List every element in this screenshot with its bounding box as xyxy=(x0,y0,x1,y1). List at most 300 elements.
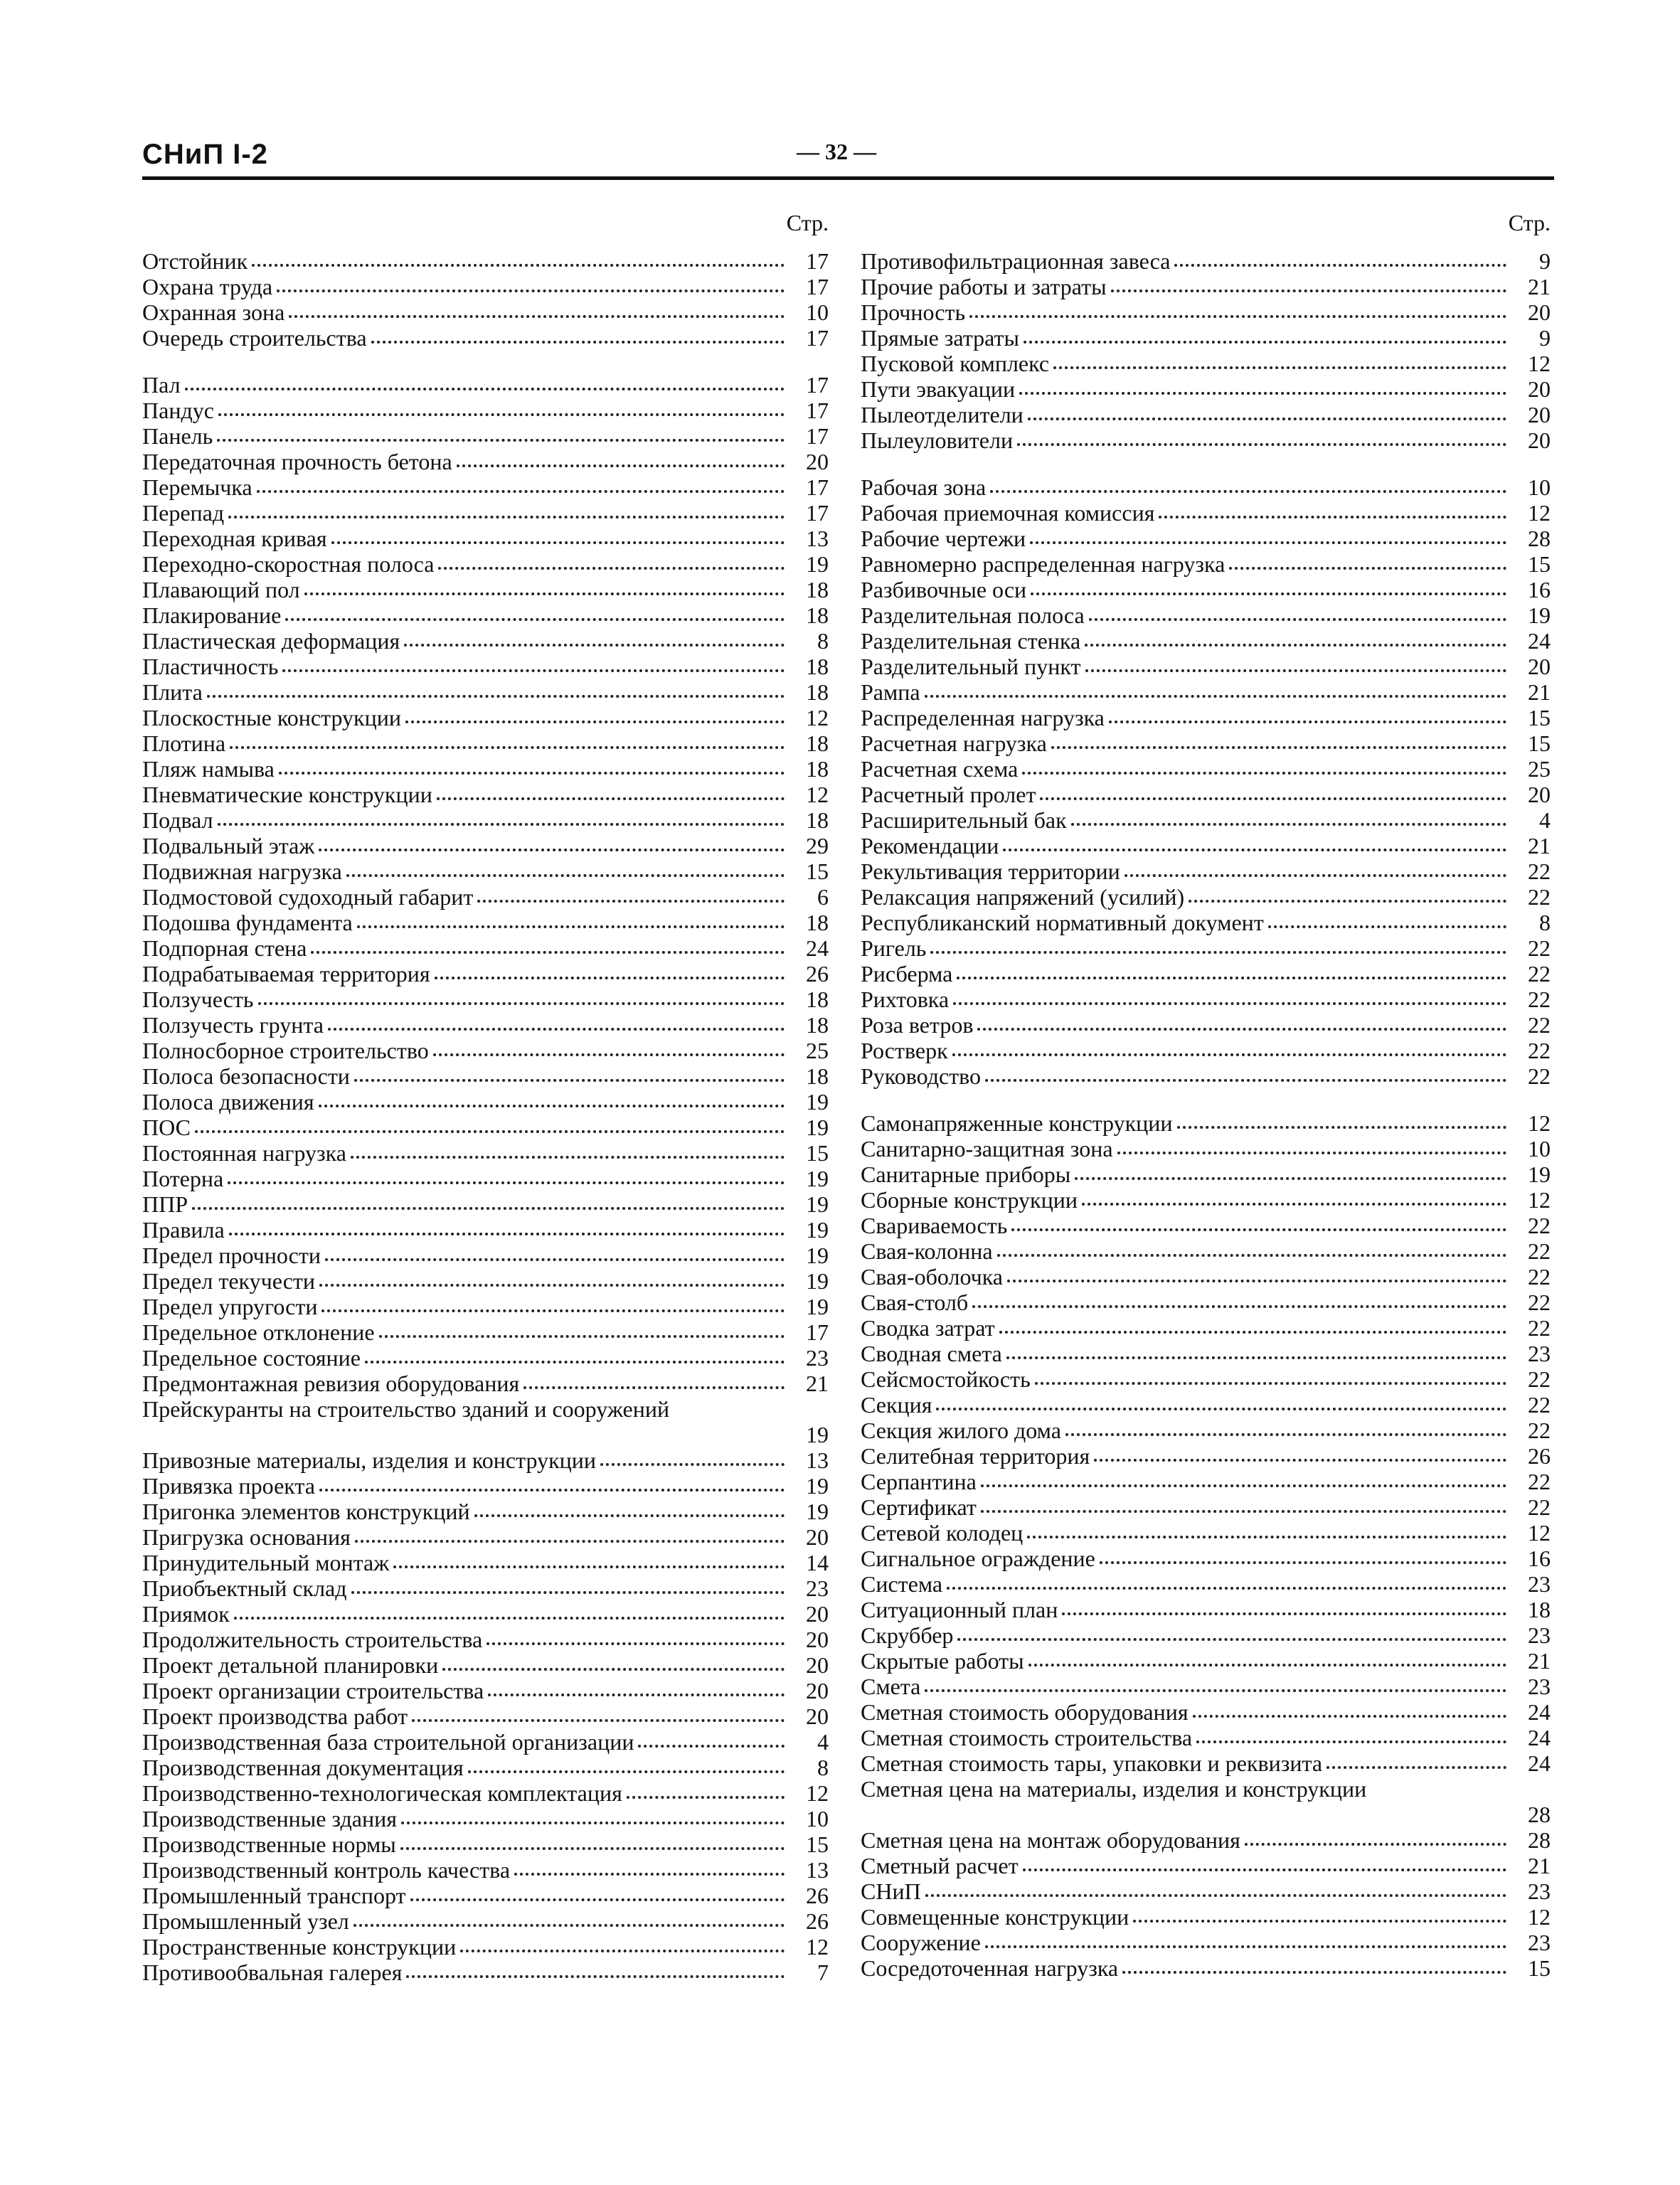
index-term: Сметная стоимость оборудования xyxy=(861,1699,1189,1725)
dot-leader xyxy=(985,1945,1506,1948)
index-page-number: 23 xyxy=(1528,1930,1551,1955)
index-term: Промышленный узел xyxy=(142,1908,349,1934)
index-term: Подмостовой судоходный габарит xyxy=(142,884,474,910)
index-page-number: 21 xyxy=(1528,833,1551,858)
dot-leader xyxy=(627,1796,785,1799)
dot-leader xyxy=(289,315,785,318)
index-term: Пусковой комплекс xyxy=(861,351,1050,376)
index-term: Секция жилого дома xyxy=(861,1418,1061,1443)
index-term: Сооружение xyxy=(861,1930,981,1955)
index-term: ПОС xyxy=(142,1115,191,1140)
index-term: Свариваемость xyxy=(861,1213,1008,1238)
dot-leader xyxy=(523,1386,785,1389)
index-term: Пригонка элементов конструкций xyxy=(142,1499,470,1524)
index-entry xyxy=(142,1268,829,1294)
dot-leader xyxy=(400,1847,785,1850)
index-term: Рихтовка xyxy=(861,987,950,1012)
index-term: Плоскостные конструкции xyxy=(142,705,401,730)
index-page-number: 24 xyxy=(1528,628,1551,654)
dot-leader xyxy=(1053,366,1506,369)
index-term: Система xyxy=(861,1571,943,1597)
index-page-number: 19 xyxy=(806,1268,829,1294)
index-entry xyxy=(142,1140,829,1166)
index-page-number: 23 xyxy=(1528,1878,1551,1904)
page-number: — 32 — xyxy=(797,139,876,164)
index-term: Селитебная территория xyxy=(861,1443,1090,1469)
index-page-number: 12 xyxy=(806,1934,829,1960)
index-page-number: 12 xyxy=(1528,351,1551,376)
dot-leader xyxy=(1007,1280,1506,1282)
dot-leader xyxy=(638,1745,785,1748)
dot-leader xyxy=(328,1028,785,1031)
index-term: Сетевой колодец xyxy=(861,1520,1024,1546)
dot-leader xyxy=(1019,392,1506,395)
index-term: Пандус xyxy=(142,398,214,423)
dot-leader xyxy=(355,1540,785,1543)
dot-leader xyxy=(600,1463,785,1466)
index-entry xyxy=(142,1115,829,1140)
dot-leader xyxy=(412,1719,785,1722)
index-entry xyxy=(142,910,829,935)
index-page-number: 24 xyxy=(1528,1699,1551,1725)
index-entries-left xyxy=(142,248,829,1985)
index-entry xyxy=(861,730,1551,756)
dot-leader xyxy=(1030,541,1506,544)
index-term: Рабочая приемочная комиссия xyxy=(861,500,1155,526)
index-entry xyxy=(142,1319,829,1345)
dot-leader xyxy=(947,1587,1506,1590)
index-term: Подвижная нагрузка xyxy=(142,858,342,884)
dot-leader xyxy=(353,1924,785,1927)
index-page-number: 17 xyxy=(806,325,829,351)
page-column-label: Стр. xyxy=(1508,210,1551,235)
index-term: Рампа xyxy=(861,679,920,705)
index-entry xyxy=(142,935,829,961)
index-page-number: 14 xyxy=(806,1550,829,1575)
index-page-number: 12 xyxy=(806,705,829,730)
index-term: Производственно-технологическая комплектация xyxy=(142,1780,622,1806)
dot-leader xyxy=(1024,341,1506,344)
index-page-number: 15 xyxy=(1528,705,1551,730)
dot-leader xyxy=(1085,669,1507,672)
index-entry xyxy=(142,325,829,351)
index-page-number: 18 xyxy=(806,602,829,628)
index-page-number: 18 xyxy=(806,730,829,756)
index-term: Подошва фундамента xyxy=(142,910,353,935)
index-page-number: 7 xyxy=(817,1960,829,1985)
index-entry xyxy=(861,1418,1551,1443)
index-page-number: 18 xyxy=(806,654,829,679)
index-entry xyxy=(142,1166,829,1191)
index-page-number: 19 xyxy=(806,1089,829,1115)
index-term: Отстойник xyxy=(142,248,248,274)
index-entry xyxy=(142,1908,829,1934)
dot-leader xyxy=(953,1002,1506,1005)
index-term: Подвал xyxy=(142,807,213,833)
index-page-number: 23 xyxy=(1528,1571,1551,1597)
index-term: Предмонтажная ревизия оборудования xyxy=(142,1371,520,1396)
dot-leader xyxy=(957,1638,1506,1641)
index-entry xyxy=(142,782,829,807)
index-page-number: 15 xyxy=(806,1832,829,1857)
dot-leader xyxy=(393,1565,785,1568)
index-term: Предел текучести xyxy=(142,1268,316,1294)
index-page-number: 21 xyxy=(1528,1648,1551,1674)
index-term: Продолжительность строительства xyxy=(142,1627,483,1652)
index-page-number: 15 xyxy=(1528,551,1551,577)
index-page-number: 22 xyxy=(1528,1366,1551,1392)
index-entry xyxy=(861,1930,1551,1955)
index-entry xyxy=(861,1494,1551,1520)
index-term: Правила xyxy=(142,1217,225,1243)
index-entry xyxy=(861,376,1551,402)
index-page-number: 20 xyxy=(1528,427,1551,453)
dot-leader xyxy=(218,823,785,826)
index-page-number: 15 xyxy=(806,1140,829,1166)
index-page-number: 13 xyxy=(806,1857,829,1883)
dot-leader xyxy=(972,1305,1506,1308)
index-entry xyxy=(861,1366,1551,1392)
index-entry xyxy=(142,730,829,756)
index-entry xyxy=(861,1853,1551,1878)
index-term: Предельное состояние xyxy=(142,1345,361,1371)
index-entry xyxy=(142,398,829,423)
index-term: Производственный контроль качества xyxy=(142,1857,511,1883)
index-term: Скрытые работы xyxy=(861,1648,1024,1674)
dot-leader xyxy=(952,1053,1506,1056)
index-entry xyxy=(861,1264,1551,1290)
index-page-number: 18 xyxy=(1528,1597,1551,1622)
index-page-number: 21 xyxy=(1528,274,1551,299)
index-page-number: 10 xyxy=(1528,1136,1551,1161)
dot-leader xyxy=(1133,1920,1506,1923)
dot-leader xyxy=(1085,644,1506,647)
index-page-number: 16 xyxy=(1528,577,1551,602)
dot-leader xyxy=(1174,264,1506,267)
index-page-number: 23 xyxy=(1528,1622,1551,1648)
index-entry xyxy=(142,1883,829,1908)
index-entry xyxy=(861,274,1551,299)
dot-leader xyxy=(1193,1715,1506,1718)
index-entry xyxy=(861,1290,1551,1315)
index-term: Приобъектный склад xyxy=(142,1575,347,1601)
index-entry xyxy=(861,884,1551,910)
index-entry xyxy=(142,1371,829,1396)
dot-leader xyxy=(321,1309,785,1312)
index-term: Сметный расчет xyxy=(861,1853,1019,1878)
index-page-number: 20 xyxy=(1528,654,1551,679)
dot-leader xyxy=(1327,1766,1506,1769)
index-page-number: 10 xyxy=(806,1806,829,1832)
index-term: Противофильтрационная завеса xyxy=(861,248,1171,274)
index-term: Охрана труда xyxy=(142,274,273,299)
index-page-number: 23 xyxy=(806,1345,829,1371)
index-entry xyxy=(861,1546,1551,1571)
index-term: Расширительный бак xyxy=(861,807,1067,833)
index-entry xyxy=(861,1725,1551,1750)
index-term: Сертификат xyxy=(861,1494,977,1520)
index-entry xyxy=(142,807,829,833)
index-page-number: 19 xyxy=(1528,602,1551,628)
dot-leader xyxy=(401,1822,785,1824)
dot-leader xyxy=(925,695,1506,698)
index-page-number: 17 xyxy=(806,500,829,526)
dot-leader xyxy=(1065,1433,1506,1436)
dot-leader xyxy=(325,1258,785,1261)
dot-leader xyxy=(1040,797,1506,800)
index-term: Прочие работы и затраты xyxy=(861,274,1107,299)
index-term: Очередь строительства xyxy=(142,325,367,351)
index-page-number: 16 xyxy=(1528,1546,1551,1571)
index-page-number: 12 xyxy=(806,782,829,807)
index-term: Совмещенные конструкции xyxy=(861,1904,1129,1930)
index-entry xyxy=(142,299,829,325)
index-term: Передаточная прочность бетона xyxy=(142,449,452,474)
index-entry xyxy=(142,1447,829,1473)
index-page-number: 20 xyxy=(806,1627,829,1652)
index-page-number: 18 xyxy=(806,910,829,935)
index-term: Расчетная схема xyxy=(861,756,1019,782)
index-entry xyxy=(861,807,1551,833)
index-entry xyxy=(142,1294,829,1319)
index-term: Ситуационный план xyxy=(861,1597,1058,1622)
dot-leader xyxy=(1109,721,1506,723)
index-entry xyxy=(142,1063,829,1089)
index-entry xyxy=(861,248,1551,274)
dot-leader xyxy=(351,1591,785,1594)
index-term: Переходная кривая xyxy=(142,526,327,551)
index-term: Привозные материалы, изделия и конструкции xyxy=(142,1447,596,1473)
dot-leader xyxy=(229,1233,785,1235)
index-entry xyxy=(861,1622,1551,1648)
index-entry xyxy=(142,602,829,628)
index-page-number: 15 xyxy=(1528,1955,1551,1981)
index-entry xyxy=(861,987,1551,1012)
index-term: Серпантина xyxy=(861,1469,977,1494)
index-column-left xyxy=(142,210,829,1985)
dot-leader xyxy=(331,541,785,544)
index-entry xyxy=(142,1627,829,1652)
index-entry xyxy=(142,1729,829,1755)
index-entry xyxy=(861,654,1551,679)
index-term: Постоянная нагрузка xyxy=(142,1140,346,1166)
dot-leader xyxy=(257,490,785,493)
dot-leader xyxy=(435,977,785,979)
index-term: Пространственные конструкции xyxy=(142,1934,457,1960)
index-term: Ростверк xyxy=(861,1038,948,1063)
dot-leader xyxy=(1229,567,1506,570)
index-entry xyxy=(861,1038,1551,1063)
index-term: Пластическая деформация xyxy=(142,628,400,654)
dot-leader xyxy=(1031,592,1506,595)
index-page-number: 12 xyxy=(1528,1904,1551,1930)
dot-leader xyxy=(346,874,785,877)
dot-leader xyxy=(185,388,785,390)
index-term: Прейскуранты на строительство зданий и сооружений xyxy=(142,1396,670,1422)
index-term: Разделительный пункт xyxy=(861,654,1081,679)
dot-leader xyxy=(477,900,785,903)
index-page-number: 12 xyxy=(1528,500,1551,526)
index-page-number: 24 xyxy=(1528,1725,1551,1750)
index-entries-right xyxy=(861,248,1551,1981)
index-page-number: 4 xyxy=(817,1729,829,1755)
dot-leader xyxy=(1100,1561,1506,1564)
index-page-number: 22 xyxy=(1528,1469,1551,1494)
dot-leader xyxy=(460,1950,785,1952)
index-term: Потерна xyxy=(142,1166,224,1191)
index-page-number: 22 xyxy=(1528,1392,1551,1418)
index-entry xyxy=(142,474,829,500)
index-term: Перемычка xyxy=(142,474,252,500)
index-entry xyxy=(861,833,1551,858)
index-page-number: 28 xyxy=(1528,1827,1551,1853)
index-term: Рисберма xyxy=(861,961,953,987)
index-entry xyxy=(861,1827,1551,1853)
dot-leader xyxy=(319,1105,785,1107)
index-term: Плита xyxy=(142,679,203,705)
index-term: Ригель xyxy=(861,935,927,961)
index-term: Предел упругости xyxy=(142,1294,318,1319)
index-term: Панель xyxy=(142,423,213,449)
index-entry xyxy=(861,1161,1551,1187)
index-page-number: 17 xyxy=(806,248,829,274)
index-entry xyxy=(142,1396,829,1447)
index-page-number: 19 xyxy=(806,1166,829,1191)
index-term: ППР xyxy=(142,1191,188,1217)
index-term: Полоса безопасности xyxy=(142,1063,350,1089)
index-entry xyxy=(861,402,1551,427)
dot-leader xyxy=(438,567,785,570)
index-entry xyxy=(861,679,1551,705)
index-term: Рекомендации xyxy=(861,833,999,858)
index-page-number: 22 xyxy=(1528,858,1551,884)
index-page-number: 9 xyxy=(1539,248,1551,274)
dot-leader xyxy=(1003,849,1506,851)
index-page-number: 12 xyxy=(806,1780,829,1806)
index-term: Охранная зона xyxy=(142,299,285,325)
index-term: Полносборное строительство xyxy=(142,1038,429,1063)
index-term: Релаксация напряжений (усилий) xyxy=(861,884,1185,910)
index-page-number: 12 xyxy=(1528,1520,1551,1546)
index-entry xyxy=(142,1550,829,1575)
index-entry xyxy=(142,705,829,730)
index-term: Производственные здания xyxy=(142,1806,397,1832)
index-entry xyxy=(142,577,829,602)
index-entry xyxy=(142,1755,829,1780)
dot-leader xyxy=(228,516,785,519)
index-entry xyxy=(861,1878,1551,1904)
index-page-number: 17 xyxy=(806,372,829,398)
index-entry xyxy=(861,1597,1551,1622)
dot-leader xyxy=(351,1156,785,1159)
dot-leader xyxy=(228,1181,785,1184)
dot-leader xyxy=(365,1361,785,1363)
index-term: Сметная стоимость тары, упаковки и реквизита xyxy=(861,1750,1323,1776)
index-page-number: 22 xyxy=(1528,1290,1551,1315)
dot-leader xyxy=(354,1079,785,1082)
index-entry xyxy=(142,1217,829,1243)
index-term: Рабочие чертежи xyxy=(861,526,1026,551)
index-term: Рекультивация территории xyxy=(861,858,1120,884)
index-page-number: 22 xyxy=(1528,884,1551,910)
dot-leader xyxy=(1071,823,1506,826)
index-term: Перепад xyxy=(142,500,225,526)
index-page-number: 20 xyxy=(806,1703,829,1729)
dot-leader xyxy=(1189,900,1506,903)
index-page-number: 22 xyxy=(1528,1418,1551,1443)
index-entry xyxy=(142,679,829,705)
index-term: Самонапряженные конструкции xyxy=(861,1110,1173,1136)
dot-leader xyxy=(1122,1971,1506,1974)
index-term: Производственная документация xyxy=(142,1755,464,1780)
index-term: Смета xyxy=(861,1674,921,1699)
index-page-number: 19 xyxy=(806,1294,829,1319)
index-page-number: 8 xyxy=(817,1755,829,1780)
index-entry xyxy=(861,551,1551,577)
dot-leader xyxy=(1027,1536,1506,1538)
index-entry xyxy=(142,449,829,474)
index-page-number: 13 xyxy=(806,1447,829,1473)
index-entry xyxy=(142,526,829,551)
index-page-number: 20 xyxy=(1528,299,1551,325)
index-page-number: 12 xyxy=(1528,1187,1551,1213)
dot-leader xyxy=(1062,1612,1506,1615)
index-page-number: 20 xyxy=(806,1678,829,1703)
index-term: Проект производства работ xyxy=(142,1703,408,1729)
index-entry xyxy=(142,756,829,782)
index-term: Республиканский нормативный документ xyxy=(861,910,1264,935)
dot-leader xyxy=(487,1642,785,1645)
index-page-number: 23 xyxy=(1528,1341,1551,1366)
index-term: Пневматические конструкции xyxy=(142,782,432,807)
index-term: Подрабатываемая территория xyxy=(142,961,430,987)
dot-leader xyxy=(319,1284,785,1287)
dot-leader xyxy=(990,490,1506,493)
index-term: Производственная база строительной организации xyxy=(142,1729,634,1755)
index-page-number: 19 xyxy=(806,1473,829,1499)
index-page-number: 22 xyxy=(1528,1213,1551,1238)
index-entry xyxy=(861,935,1551,961)
index-entry xyxy=(861,910,1551,935)
index-page-number: 18 xyxy=(806,807,829,833)
index-entry xyxy=(142,961,829,987)
index-term: Плавающий пол xyxy=(142,577,300,602)
index-page-number: 20 xyxy=(806,1652,829,1678)
index-page-number: 18 xyxy=(806,577,829,602)
index-entry xyxy=(861,1315,1551,1341)
index-term: Предел прочности xyxy=(142,1243,321,1268)
index-page-number: 21 xyxy=(1528,1853,1551,1878)
index-page-number: 8 xyxy=(817,628,829,654)
index-entry xyxy=(142,884,829,910)
dot-leader xyxy=(442,1668,785,1671)
dot-leader xyxy=(999,1331,1506,1334)
index-term: Сметная стоимость строительства xyxy=(861,1725,1193,1750)
index-entry xyxy=(142,500,829,526)
index-term: Скруббер xyxy=(861,1622,954,1648)
index-term: Свая-колонна xyxy=(861,1238,993,1264)
dot-leader xyxy=(230,746,785,749)
index-term: Переходно-скоростная полоса xyxy=(142,551,435,577)
index-page-number: 26 xyxy=(806,961,829,987)
index-term: Полоса движения xyxy=(142,1089,314,1115)
dot-leader xyxy=(981,1510,1506,1513)
index-entry xyxy=(861,1392,1551,1418)
index-term: Ползучесть грунта xyxy=(142,1012,324,1038)
dot-leader xyxy=(311,951,785,954)
dot-leader xyxy=(1017,443,1506,446)
index-entry xyxy=(142,1499,829,1524)
